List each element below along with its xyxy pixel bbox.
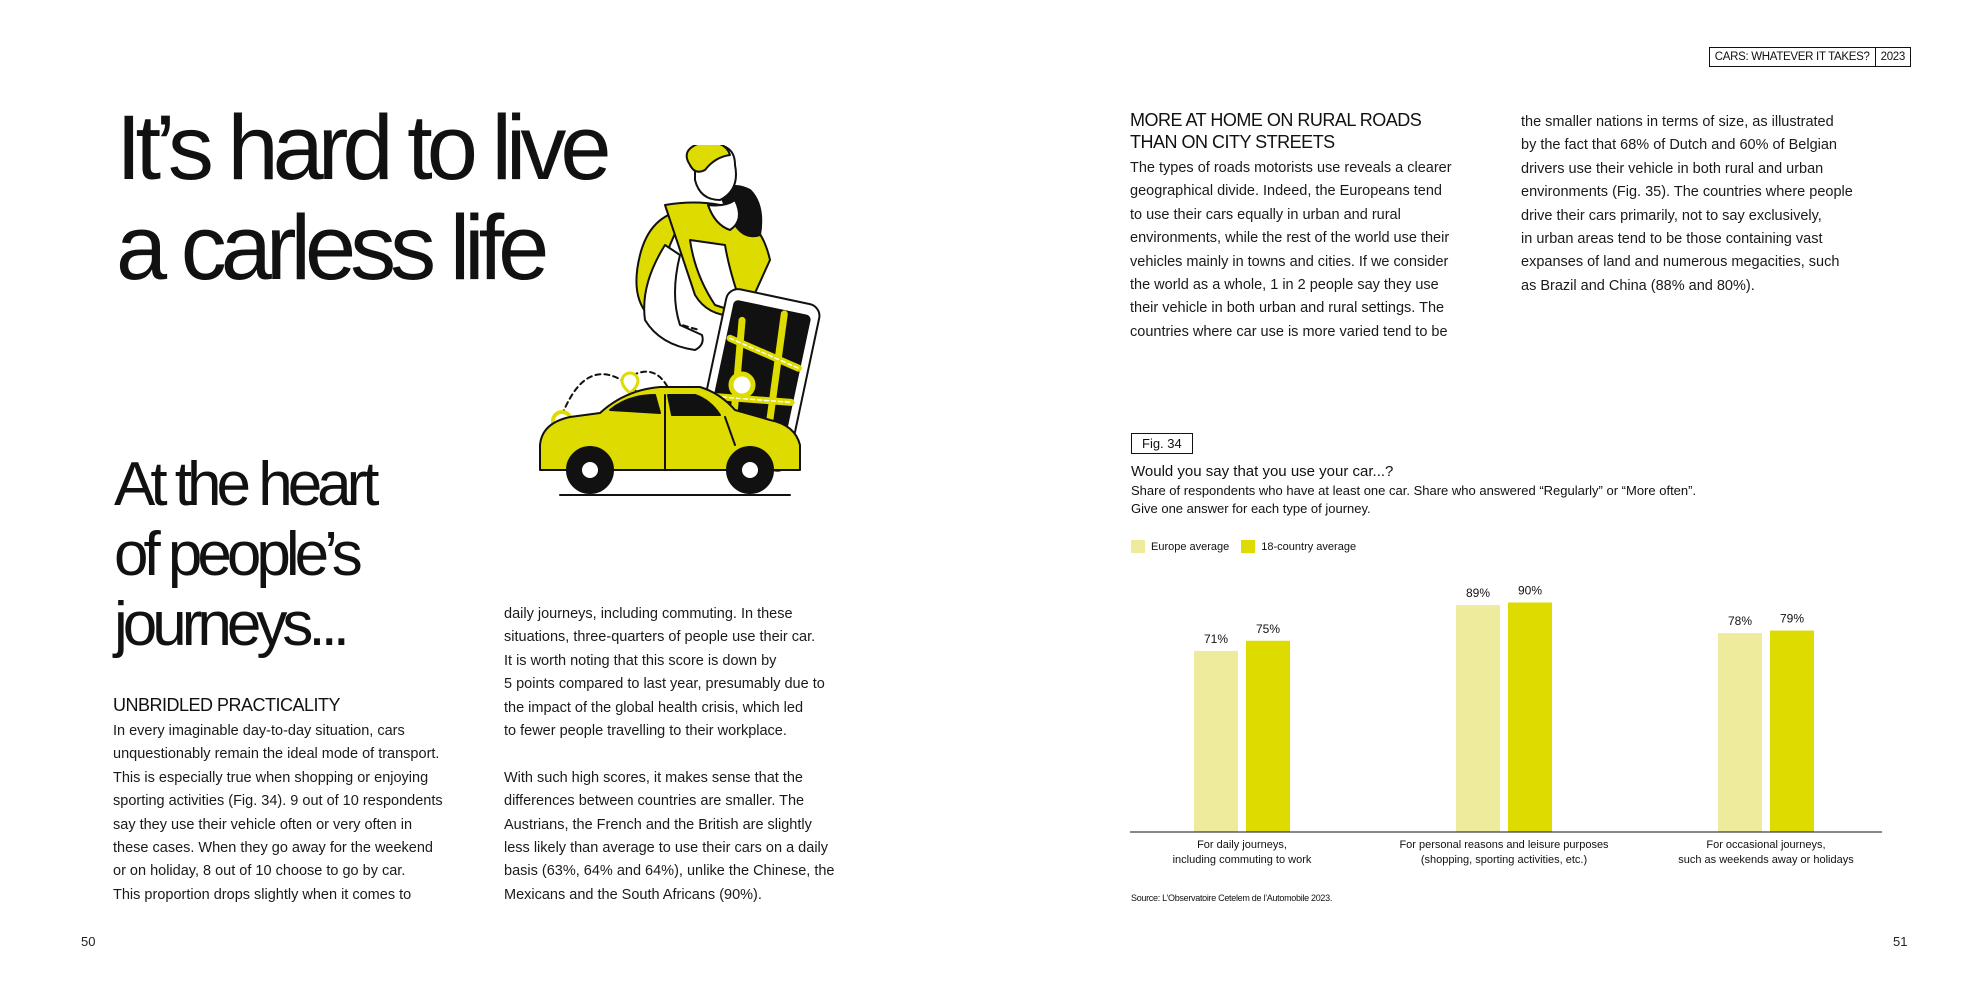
category-label: For occasional journeys, [1706, 839, 1826, 851]
chart-subtitle [1131, 482, 1696, 517]
heading-line: THAN ON CITY STREETS [1130, 132, 1335, 152]
chart-question: Would you say that you use your car...? [1131, 463, 1394, 480]
text-line: less likely than average to use their cars on a daily [504, 840, 829, 857]
left-column-1 [113, 720, 483, 907]
text-line: to fewer people travelling to their workplace. [504, 723, 787, 740]
text-line: sporting activities (Fig. 34). 9 out of 10 respondents [113, 793, 443, 810]
text-line: Austrians, the French and the British are slightly [504, 816, 812, 833]
legend-label-18-country: 18-country average [1261, 540, 1357, 553]
legend-label-europe: Europe average [1151, 540, 1230, 553]
data-label: 75% [1255, 621, 1281, 636]
text-line: environments, while the rest of the world use their [1130, 230, 1450, 247]
bar-europe-2 [1718, 633, 1762, 832]
figure-label: Fig. 34 [1131, 433, 1193, 454]
text-line: the world as a whole, 1 in 2 people say they use [1130, 277, 1439, 294]
text-line: differences between countries are smaller. The [504, 793, 805, 810]
text-line: or on holiday, 8 out of 10 choose to go by car. [113, 863, 406, 880]
right-column-2 [1521, 111, 1891, 298]
section-title [114, 450, 434, 660]
page-number-left: 50 [81, 934, 96, 949]
text-line: these cases. When they go away for the weekend [113, 840, 433, 857]
section-title-line: of people’s [114, 520, 358, 589]
heading-line: MORE AT HOME ON RURAL ROADS [1130, 110, 1422, 130]
page-title-line: It’s hard to live [116, 97, 606, 199]
bar-18-country-0 [1246, 641, 1290, 832]
category-label: including commuting to work [1172, 854, 1312, 866]
text-line: This proportion drops slightly when it comes to [113, 886, 412, 903]
data-label: 78% [1727, 614, 1753, 629]
chart-source: Source: L’Observatoire Cetelem de l’Automobile 2023. [1131, 893, 1333, 903]
bar-18-country-2 [1770, 631, 1814, 832]
text-line: It is worth noting that this score is down by [504, 652, 777, 669]
text-line: countries where car use is more varied tend to be [1130, 323, 1448, 340]
left-column-2 [504, 603, 874, 907]
text-line: their vehicle in both urban and rural settings. The [1130, 300, 1445, 317]
right-column-1 [1130, 157, 1500, 344]
text-line: geographical divide. Indeed, the Europeans tend [1130, 183, 1442, 200]
text-line: by the fact that 68% of Dutch and 60% of Belgian [1521, 137, 1837, 154]
text-line-blank [504, 743, 874, 766]
text-line: vehicles mainly in towns and cities. If we consider [1130, 253, 1449, 270]
chart-subtitle-line: Share of respondents who have at least one car. Share who answered “Regularly” or “More often”. [1131, 483, 1697, 498]
text-line: daily journeys, including commuting. In these [504, 606, 793, 622]
section-title-line: journeys... [114, 590, 346, 659]
bar-europe-1 [1456, 605, 1500, 832]
data-label: 89% [1465, 586, 1491, 601]
text-line: drivers use their vehicle in both rural and urban [1521, 160, 1824, 177]
text-line: This is especially true when shopping or enjoying [113, 769, 429, 786]
text-line: in urban areas tend to be those containing vast [1521, 231, 1823, 248]
data-label: 79% [1779, 611, 1805, 626]
text-line: drive their cars primarily, not to say exclusively, [1521, 207, 1822, 224]
text-line: as Brazil and China (88% and 80%). [1521, 277, 1755, 294]
text-line: the impact of the global health crisis, which led [504, 699, 804, 716]
text-line: The types of roads motorists use reveals a clearer [1130, 160, 1452, 176]
text-line: environments (Fig. 35). The countries where people [1521, 184, 1853, 201]
usage-bar-chart [1130, 550, 1885, 880]
subheading-practicality: UNBRIDLED PRACTICALITY [113, 695, 341, 715]
text-line: basis (63%, 64% and 64%), unlike the Chinese, the [504, 863, 835, 880]
text-line: unquestionably remain the ideal mode of transport. [113, 746, 440, 763]
page-title-line: a carless life [116, 197, 544, 299]
page-number-right: 51 [1893, 934, 1908, 949]
bar-18-country-1 [1508, 603, 1552, 833]
category-label: (shopping, sporting activities, etc.) [1420, 854, 1588, 866]
category-label: For personal reasons and leisure purposes [1399, 839, 1609, 851]
data-label: 90% [1517, 583, 1543, 598]
text-line: situations, three-quarters of people use their car. [504, 629, 816, 646]
text-line: expanses of land and numerous megacities, such [1521, 254, 1840, 271]
text-line: the smaller nations in terms of size, as illustrated [1521, 114, 1834, 130]
text-line: In every imaginable day-to-day situation, cars [113, 723, 405, 739]
person-phone-car-illustration [530, 145, 850, 540]
header-title: CARS: WHATEVER IT TAKES? [1714, 51, 1870, 63]
rural-roads-heading [1130, 109, 1470, 153]
text-line: to use their cars equally in urban and rural [1130, 206, 1401, 223]
bar-europe-0 [1194, 651, 1238, 832]
section-title-line: At the heart [114, 450, 375, 519]
data-label: 71% [1203, 631, 1229, 646]
text-line: With such high scores, it makes sense that the [504, 769, 803, 786]
category-label: For daily journeys, [1197, 839, 1287, 851]
category-label: such as weekends away or holidays [1678, 854, 1854, 866]
header-year: 2023 [1875, 48, 1910, 66]
text-line: say they use their vehicle often or very often in [113, 816, 413, 833]
running-header [1709, 47, 1911, 67]
text-line: 5 points compared to last year, presumably due to [504, 676, 825, 693]
text-line: Mexicans and the South Africans (90%). [504, 886, 762, 903]
chart-subtitle-line: Give one answer for each type of journey. [1131, 500, 1371, 516]
